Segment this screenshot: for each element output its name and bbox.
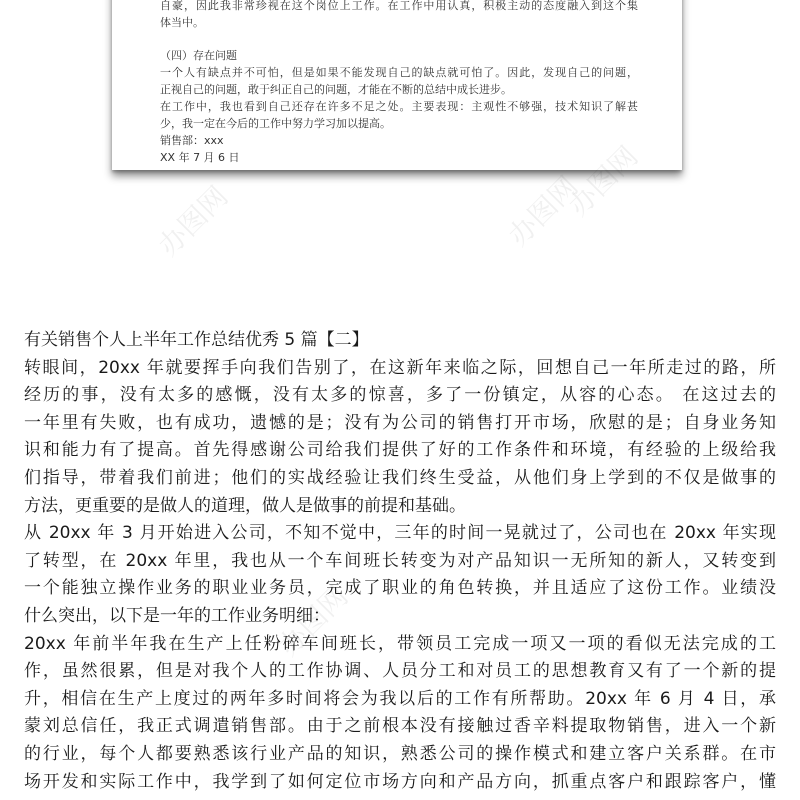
card-blank-line: [160, 31, 638, 47]
card-signature-dept: 销售部：xxx: [160, 134, 224, 147]
article-title: 有关销售个人上半年工作总结优秀 5 篇【二】: [24, 330, 369, 350]
paragraph-line: 转眼间，20xx 年就要挥手向我们告别了，在这新年来临之际，回想自己一年所走过的路，所: [24, 357, 776, 378]
card-line: 体当中。: [160, 16, 204, 29]
paragraph-line: 方法，更重要的是做人的道理，做人是做事的前提和基础。: [24, 495, 466, 516]
paragraph-line: 的行业，每个人都要熟悉该行业产品的知识，熟悉公司的操作模式和建立客户关系群。在市: [24, 743, 776, 764]
paragraph-line: 了转型，在 20xx 年里，我也从一个车间班长转变为对产品知识一无所知的新人，又转变到: [24, 550, 776, 571]
paragraph-line: 场开发和实际工作中，我学到了如何定位市场方向和产品方向，抓重点客户和跟踪客户，懂: [24, 771, 776, 792]
paragraph-line: 从 20xx 年 3 月开始进入公司，不知不觉中，三年的时间一晃就过了，公司也在 20xx 年实现: [24, 523, 776, 544]
card-line: 自豪，因此我非常珍视在这个岗位上工作。在工作中用认真，积极主动的态度融入到这个集: [160, 0, 638, 12]
paragraph-line: 识和能力有了提高。首先得感谢公司给我们提供了好的工作条件和环境，有经验的上级给我: [24, 440, 776, 461]
card-line: 一个人有缺点并不可怕，但是如果不能发现自己的缺点就可怕了。因此，发现自己的问题，: [160, 66, 638, 79]
paragraph-line: 们指导，带着我们前进；他们的实战经验让我们终生受益，从他们身上学到的不仅是做事的: [24, 467, 776, 488]
card-line: 在工作中，我也看到自己还存在许多不足之处。主要表现：主观性不够强，技术知识了解甚: [160, 100, 638, 113]
watermark: 办图网: [501, 169, 585, 253]
document-preview-card: [112, 0, 682, 170]
paragraph-line: 蒙刘总信任，我正式调遣销售部。由于之前根本没有接触过香辛料提取物销售，进入一个新: [24, 716, 776, 737]
paragraph-line: 什么突出，以下是一年的工作业务明细：: [24, 605, 330, 626]
paragraph-line: 作，虽然很累，但是对我个人的工作协调、人员分工和对员工的思想教育又有了一个新的提: [24, 661, 776, 682]
paragraph-line: 20xx 年前半年我在生产上任粉碎车间班长，带领员工完成一项又一项的看似无法完成的工: [24, 633, 776, 654]
card-line: 正视自己的问题，敢于纠正自己的问题，才能在不断的总结中成长进步。: [160, 83, 512, 96]
watermark: 办图网: [151, 179, 235, 263]
article-body: [24, 327, 776, 796]
paragraph-line: 一个能独立操作业务的职业业务员，完成了职业的角色转换，并且适应了这份工作。业绩没: [24, 578, 776, 599]
paragraph-line: 经历的事，没有太多的感慨，没有太多的惊喜，多了一份镇定，从容的心态。 在这过去的: [24, 385, 776, 406]
card-date: XX 年 7 月 6 日: [160, 151, 240, 164]
card-text: [160, 0, 638, 166]
paragraph-line: 一年里有失败，也有成功，遗憾的是；没有为公司的销售打开市场，欣慰的是；自身业务知: [24, 412, 776, 433]
watermark: 办图网: [561, 139, 645, 223]
paragraph-line: 升，相信在生产上度过的两年多时间将会为我以后的工作有所帮助。20xx 年 6 月 4 日，承: [24, 688, 776, 709]
card-line: 少，我一定在今后的工作中努力学习加以提高。: [160, 117, 391, 130]
card-section-heading: （四）存在问题: [160, 49, 237, 62]
watermark: 办图网: [271, 579, 355, 663]
